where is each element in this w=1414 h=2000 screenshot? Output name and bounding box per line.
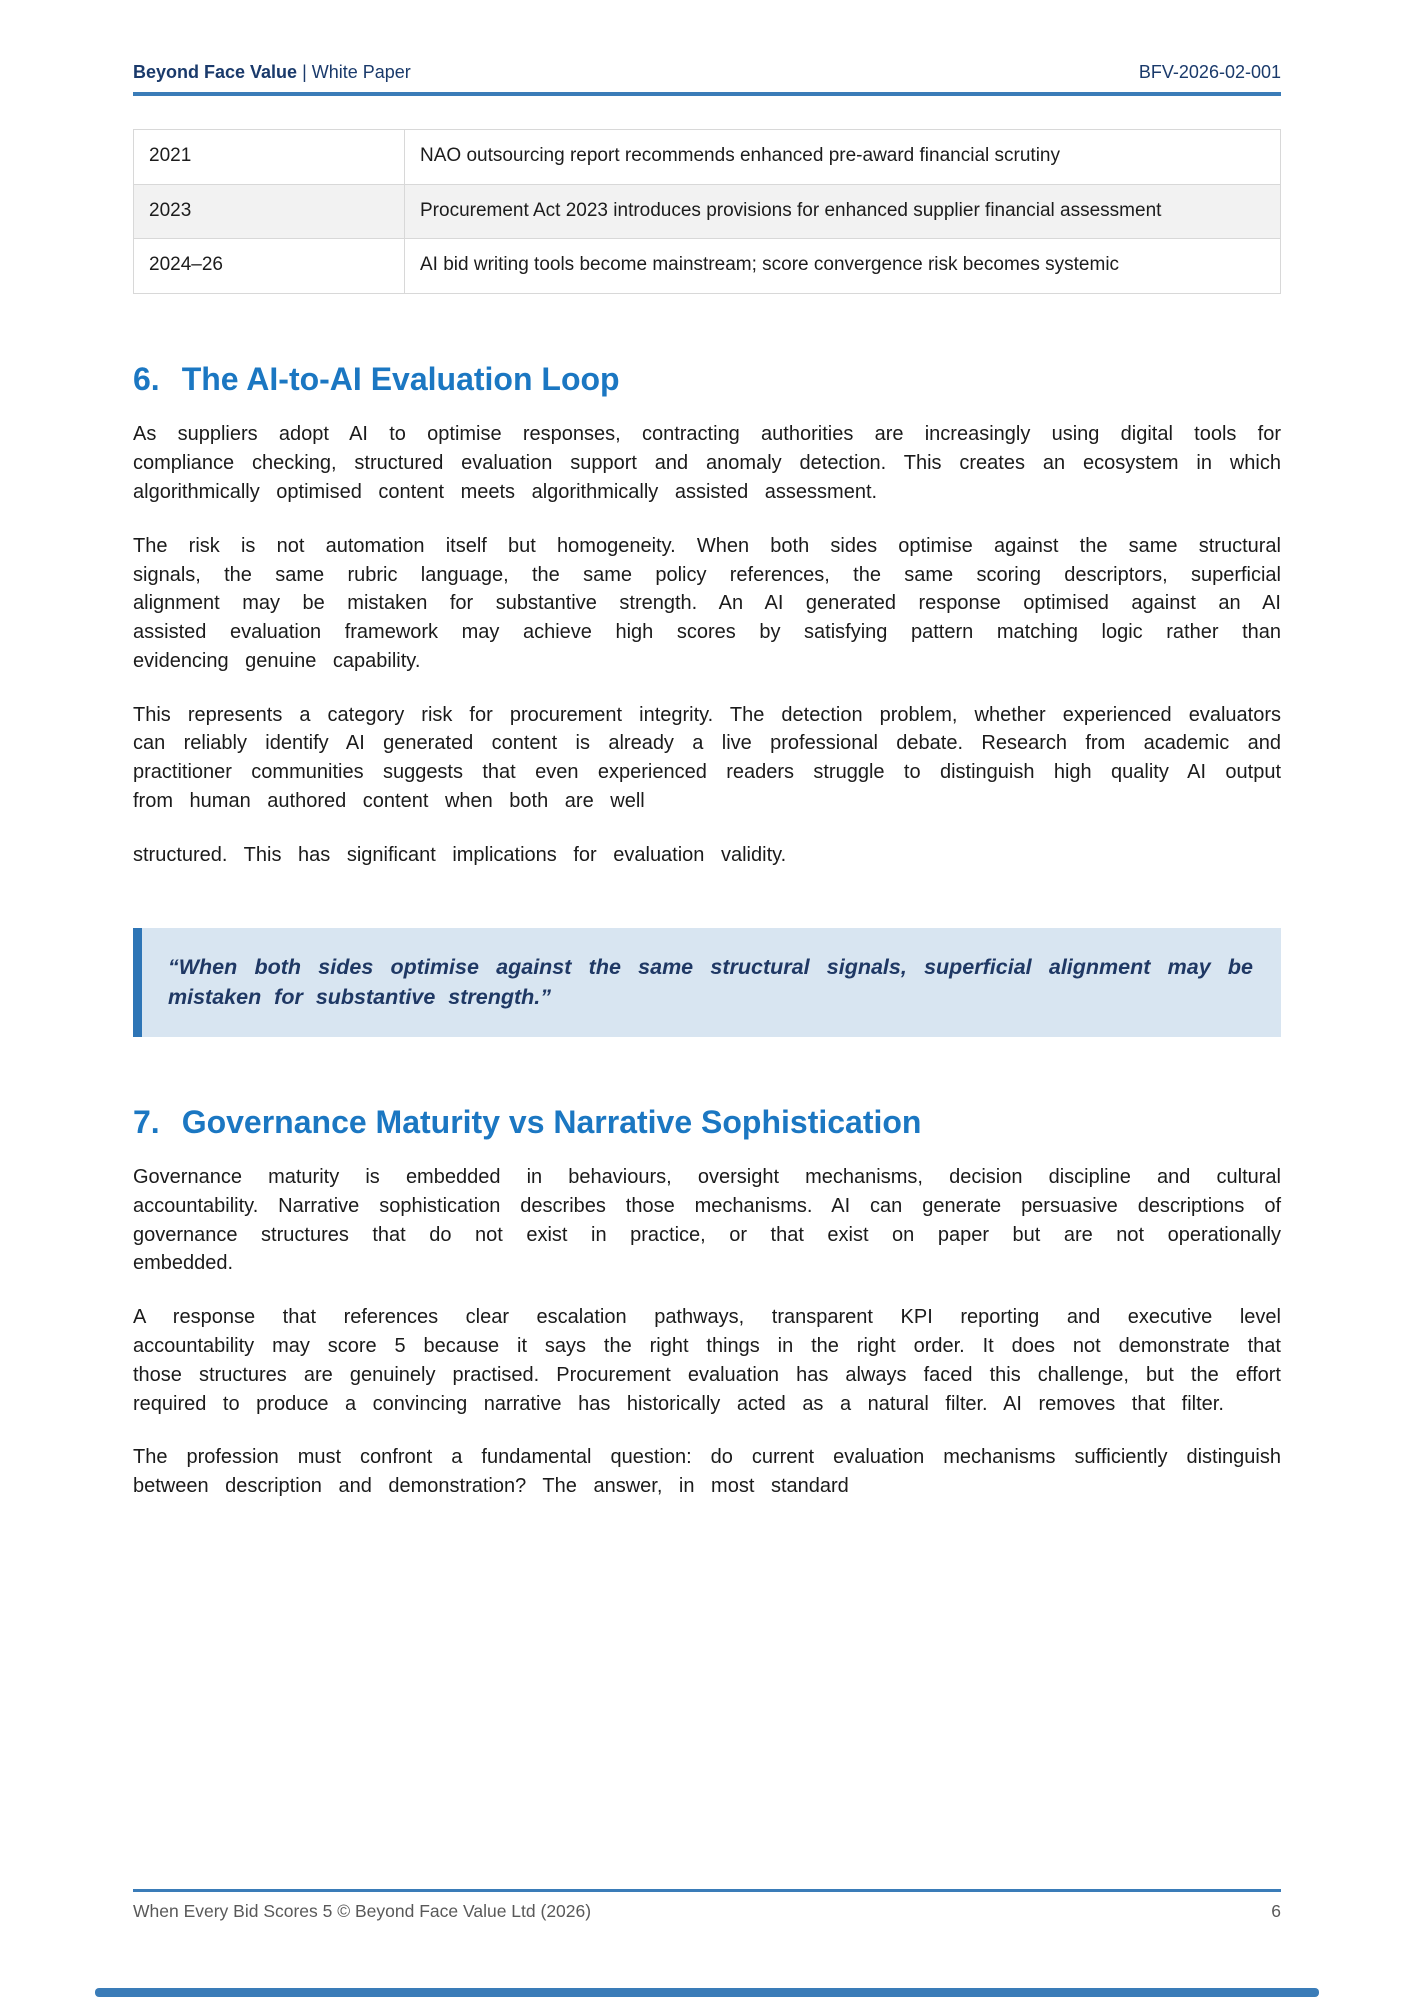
- year-cell: 2024–26: [134, 239, 405, 294]
- section-7-heading: [133, 1103, 1281, 1141]
- pull-quote: “When both sides optimise against the same structural signals, superficial alignment may be mistaken for substantive strength.”: [133, 928, 1281, 1037]
- year-cell: 2023: [134, 184, 405, 239]
- paragraph: The profession must confront a fundamental question: do current evaluation mechanisms sufficiently distinguish between description and demonstration? The answer, in most standard: [133, 1446, 1281, 1498]
- section-number: 6.: [133, 360, 160, 397]
- page-number: 6: [1271, 1901, 1281, 1921]
- paragraph: structured. This has significant implications for evaluation validity.: [133, 843, 787, 866]
- event-cell: AI bid writing tools become mainstream; score convergence risk becomes systemic: [405, 239, 1281, 294]
- paragraph: As suppliers adopt AI to optimise responses, contracting authorities are increasingly using digital tools for compliance checking, structured evaluation support and anomaly detection. This creates an ecosystem in which algorithmically optimised content meets algorithmically assisted assessment.: [133, 423, 1281, 503]
- section-6-heading: [133, 360, 1281, 398]
- table-row: [134, 130, 1281, 185]
- section-title: Governance Maturity vs Narrative Sophistication: [181, 1103, 922, 1140]
- doc-type-label: | White Paper: [297, 62, 411, 82]
- bottom-accent-bar: [95, 1988, 1319, 1997]
- section-number: 7.: [133, 1103, 160, 1140]
- year-cell: 2021: [134, 130, 405, 185]
- table-row: [134, 239, 1281, 294]
- page-footer: [133, 1889, 1281, 1922]
- paragraph: Governance maturity is embedded in behaviours, oversight mechanisms, decision discipline and cultural accountability. Narrative sophistication describes those mechanisms. AI can generate persuasive descriptions of governance structures that do not exist in practice, or that exist on paper but are not operationally embedded.: [133, 1166, 1281, 1275]
- paragraph: This represents a category risk for procurement integrity. The detection problem, whether experienced evaluators can reliably identify AI generated content is already a live professional debate. Research from academic and practitioner communities suggests that even experienced readers struggle to distinguish high quality AI output from human authored content when both are well: [133, 703, 1281, 813]
- paragraph: The risk is not automation itself but homogeneity. When both sides optimise against the same structural signals, the same rubric language, the same policy references, the same scoring descriptors, superficial alignment may be mistaken for substantive strength. An AI generated response optimised against an AI assisted evaluation framework may achieve high scores by satisfying pattern matching logic rather than evidencing genuine capability.: [133, 534, 1281, 672]
- doc-reference: BFV-2026-02-001: [1138, 62, 1281, 82]
- event-cell: NAO outsourcing report recommends enhanced pre-award financial scrutiny: [405, 130, 1281, 185]
- brand-name: Beyond Face Value: [133, 62, 298, 82]
- header-title: [133, 62, 411, 83]
- timeline-table: [133, 129, 1281, 294]
- event-cell: Procurement Act 2023 introduces provisions for enhanced supplier financial assessment: [405, 184, 1281, 239]
- section-title: The AI-to-AI Evaluation Loop: [181, 360, 620, 397]
- page-header: [133, 62, 1281, 96]
- table-row: [134, 184, 1281, 239]
- paragraph: A response that references clear escalation pathways, transparent KPI reporting and executive level accountability may score 5 because it says the right things in the right order. It does not demonstrate that those structures are genuinely practised. Procurement evaluation has always faced this challenge, but the effort required to produce a convincing narrative has historically acted as a natural filter. AI removes that filter.: [133, 1306, 1281, 1415]
- footer-text: When Every Bid Scores 5 © Beyond Face Value Ltd (2026): [133, 1901, 592, 1921]
